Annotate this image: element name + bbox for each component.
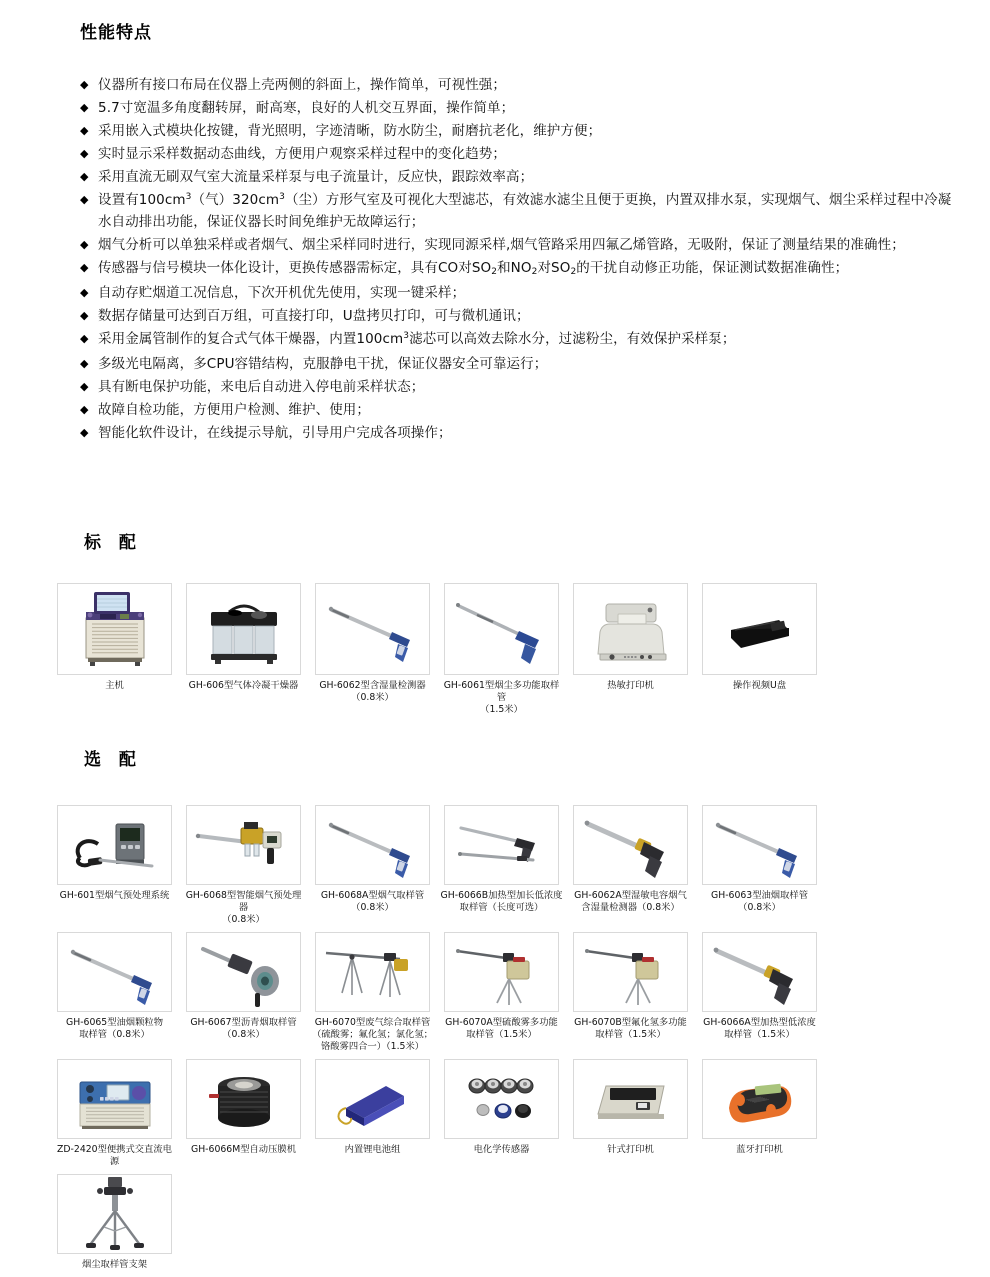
product-thumbnail — [573, 932, 688, 1012]
diamond-bullet-icon: ◆ — [80, 101, 89, 114]
product-caption: 蓝牙打印机 — [736, 1144, 783, 1155]
product-image — [705, 932, 815, 1012]
feature-text: 多级光电隔离，多CPU容错结构，克服静电干扰，保证仪器安全可靠运行； — [98, 356, 548, 372]
features-section-title: 性能特点 — [80, 23, 152, 43]
product-thumbnail — [444, 583, 559, 675]
product-caption: GH-6065型油烟颗粒物 取样管（0.8米） — [66, 1017, 163, 1040]
feature-text: 采用金属管制作的复合式气体干燥器，内置$100cm^3$滤芯可以高效去除水分，过滤粉尘，有效保护采样泵； — [98, 331, 736, 347]
product-caption: GH-6061型烟尘多功能取样管 （1.5米） — [443, 680, 560, 715]
product-caption: GH-6070A型硫酸雾多功能 取样管（1.5米） — [445, 1017, 558, 1040]
product-image — [60, 586, 170, 672]
product-caption: GH-6062型含湿量检测器 （0.8米） — [319, 680, 426, 703]
product-thumbnail — [573, 583, 688, 675]
product-caption: GH-6068A型烟气取样管 （0.8米） — [320, 890, 425, 913]
product-caption: ZD-2420型便携式交直流电源 — [57, 1144, 172, 1167]
optional-product-card[interactable] — [310, 1059, 435, 1156]
product-image — [189, 586, 299, 672]
product-image — [576, 1059, 686, 1139]
product-caption: GH-6070B型氟化氢多功能 取样管（1.5米） — [574, 1017, 687, 1040]
product-image — [447, 805, 557, 885]
standard-product-card[interactable] — [181, 583, 306, 692]
diamond-bullet-icon: ◆ — [80, 357, 89, 370]
product-caption: 电化学传感器 — [473, 1144, 530, 1155]
feature-item — [80, 121, 960, 141]
feature-text: 采用直流无刷双气室大流量采样泵与电子流量计，反应快，跟踪效率高； — [98, 169, 534, 185]
product-image — [189, 805, 299, 885]
product-thumbnail — [186, 805, 301, 885]
optional-product-card[interactable] — [568, 1059, 693, 1156]
feature-text: 实时显示采样数据动态曲线，方便用户观察采样过程中的变化趋势； — [98, 146, 506, 162]
product-image — [318, 805, 428, 885]
product-image — [705, 805, 815, 885]
product-thumbnail — [186, 932, 301, 1012]
product-image — [60, 1174, 170, 1254]
optional-product-card[interactable] — [181, 1059, 306, 1156]
product-image — [318, 932, 428, 1012]
diamond-bullet-icon: ◆ — [80, 238, 89, 251]
feature-item — [80, 400, 960, 420]
product-thumbnail — [702, 1059, 817, 1139]
optional-section-title: 选 配 — [84, 750, 142, 770]
feature-item — [80, 235, 960, 255]
product-thumbnail — [186, 583, 301, 675]
product-thumbnail — [315, 805, 430, 885]
features-bullet-list — [80, 75, 960, 446]
product-caption: GH-601型烟气预处理系统 — [59, 890, 170, 901]
feature-item — [80, 167, 960, 187]
product-caption: GH-6068型智能烟气预处理器 （0.8米） — [185, 890, 302, 925]
diamond-bullet-icon: ◆ — [80, 403, 89, 416]
feature-text: 故障自检功能，方便用户检测、维护、使用； — [98, 402, 370, 418]
product-caption: GH-606型气体冷凝干燥器 — [188, 680, 299, 691]
product-image — [447, 932, 557, 1012]
standard-product-card[interactable] — [697, 583, 822, 692]
product-image — [189, 1059, 299, 1139]
feature-item — [80, 144, 960, 164]
feature-text: 自动存贮烟道工况信息，下次开机优先使用，实现一键采样； — [98, 285, 466, 301]
product-image — [576, 805, 686, 885]
product-thumbnail — [702, 932, 817, 1012]
product-caption: 操作视频U盘 — [732, 680, 787, 691]
product-thumbnail — [57, 1059, 172, 1139]
diamond-bullet-icon: ◆ — [80, 380, 89, 393]
feature-text: 具有断电保护功能，来电后自动进入停电前采样状态； — [98, 379, 425, 395]
product-image — [447, 1059, 557, 1139]
optional-product-card[interactable] — [697, 932, 822, 1041]
diamond-bullet-icon: ◆ — [80, 193, 89, 206]
product-image — [318, 1059, 428, 1139]
product-thumbnail — [315, 932, 430, 1012]
product-caption: GH-6066A型加热型低浓度 取样管（1.5米） — [703, 1017, 816, 1040]
optional-products-grid — [52, 805, 942, 1277]
product-caption: GH-6062A型湿敏电容烟气 含湿量检测器（0.8米） — [574, 890, 687, 913]
product-caption: 主机 — [105, 680, 124, 691]
product-caption: GH-6063型油烟取样管 （0.8米） — [711, 890, 808, 913]
diamond-bullet-icon: ◆ — [80, 124, 89, 137]
product-thumbnail — [57, 932, 172, 1012]
product-caption: 热敏打印机 — [607, 680, 654, 691]
product-thumbnail — [444, 805, 559, 885]
feature-text: 仪器所有接口布局在仪器上壳两侧的斜面上，操作简单，可视性强； — [98, 77, 506, 93]
product-thumbnail — [573, 805, 688, 885]
product-caption: GH-6066B加热型加长低浓度 取样管（长度可选） — [440, 890, 563, 913]
feature-item — [80, 377, 960, 397]
diamond-bullet-icon: ◆ — [80, 332, 89, 345]
product-thumbnail — [573, 1059, 688, 1139]
optional-product-card[interactable] — [439, 932, 564, 1041]
standard-section-title: 标 配 — [84, 533, 142, 553]
feature-text: 智能化软件设计，在线提示导航，引导用户完成各项操作； — [98, 425, 452, 441]
standard-products-grid — [52, 583, 942, 722]
product-image — [576, 932, 686, 1012]
product-thumbnail — [57, 583, 172, 675]
product-thumbnail — [186, 1059, 301, 1139]
standard-product-card[interactable] — [52, 583, 177, 692]
feature-item — [80, 306, 960, 326]
diamond-bullet-icon: ◆ — [80, 147, 89, 160]
optional-product-card[interactable] — [310, 932, 435, 1053]
feature-text: 设置有$100cm^3$（气）$320cm^3$（尘）方形气室及可视化大型滤芯，有效滤水滤尘且便于更换，内置双排水泵，实现烟气、烟尘采样过程中冷凝水自动排出功能，保证仪器长时间免维护无故障运行； — [98, 192, 952, 230]
optional-product-card[interactable] — [697, 805, 822, 914]
feature-item — [80, 75, 960, 95]
product-caption: 烟尘取样管支架 — [81, 1259, 148, 1270]
optional-product-card[interactable] — [52, 1174, 177, 1271]
standard-product-card[interactable] — [310, 583, 435, 704]
product-thumbnail — [702, 583, 817, 675]
product-image — [576, 586, 686, 672]
feature-item — [80, 283, 960, 303]
optional-product-card[interactable] — [52, 805, 177, 902]
product-thumbnail — [315, 1059, 430, 1139]
product-image — [189, 932, 299, 1012]
optional-product-card[interactable] — [181, 932, 306, 1041]
standard-product-card[interactable] — [568, 583, 693, 692]
product-thumbnail — [315, 583, 430, 675]
optional-product-card[interactable] — [310, 805, 435, 914]
product-image — [318, 586, 428, 672]
optional-product-card[interactable] — [52, 932, 177, 1041]
optional-product-card[interactable] — [439, 805, 564, 914]
product-image — [705, 1059, 815, 1139]
product-caption: GH-6066M型自动压膜机 — [190, 1144, 296, 1155]
product-image — [705, 586, 815, 672]
product-thumbnail — [444, 1059, 559, 1139]
optional-product-card[interactable] — [181, 805, 306, 926]
feature-text: 5.7寸宽温多角度翻转屏，耐高寒，良好的人机交互界面，操作简单； — [98, 100, 515, 116]
optional-product-card[interactable] — [568, 805, 693, 914]
diamond-bullet-icon: ◆ — [80, 261, 89, 274]
product-caption: GH-6070型废气综合取样管 （硫酸雾；氟化氢；氯化氢； 铬酸雾四合一）（1.5米） — [312, 1017, 433, 1052]
feature-item — [80, 329, 960, 351]
feature-item — [80, 354, 960, 374]
product-thumbnail — [57, 805, 172, 885]
feature-text: 采用嵌入式模块化按键，背光照明，字迹清晰，防水防尘，耐磨抗老化，维护方便； — [98, 123, 602, 139]
optional-product-card[interactable] — [568, 932, 693, 1041]
feature-item — [80, 423, 960, 443]
feature-item — [80, 258, 960, 280]
product-image — [60, 1059, 170, 1139]
product-caption: 内置锂电池组 — [344, 1144, 401, 1155]
diamond-bullet-icon: ◆ — [80, 170, 89, 183]
optional-product-card[interactable] — [439, 1059, 564, 1156]
product-thumbnail — [57, 1174, 172, 1254]
product-thumbnail — [702, 805, 817, 885]
feature-item — [80, 190, 960, 232]
product-image — [60, 805, 170, 885]
feature-text: 传感器与信号模块一体化设计，更换传感器需标定，具有CO对$SO_2$和$NO_2$对$SO_2$的干扰自动修正功能，保证测试数据准确性； — [98, 260, 849, 277]
feature-item — [80, 98, 960, 118]
product-caption: GH-6067型沥青烟取样管 （0.8米） — [190, 1017, 297, 1040]
diamond-bullet-icon: ◆ — [80, 309, 89, 322]
feature-text: 烟气分析可以单独采样或者烟气、烟尘采样同时进行，实现同源采样,烟气管路采用四氟乙烯管路，无吸附，保证了测量结果的准确性； — [98, 237, 905, 253]
diamond-bullet-icon: ◆ — [80, 426, 89, 439]
diamond-bullet-icon: ◆ — [80, 286, 89, 299]
product-thumbnail — [444, 932, 559, 1012]
product-image — [60, 932, 170, 1012]
product-caption: 针式打印机 — [607, 1144, 654, 1155]
standard-product-card[interactable] — [439, 583, 564, 716]
diamond-bullet-icon: ◆ — [80, 78, 89, 91]
feature-text: 数据存储量可达到百万组，可直接打印，U盘拷贝打印，可与微机通讯； — [98, 308, 530, 324]
product-image — [447, 586, 557, 672]
optional-product-card[interactable] — [52, 1059, 177, 1168]
optional-product-card[interactable] — [697, 1059, 822, 1156]
